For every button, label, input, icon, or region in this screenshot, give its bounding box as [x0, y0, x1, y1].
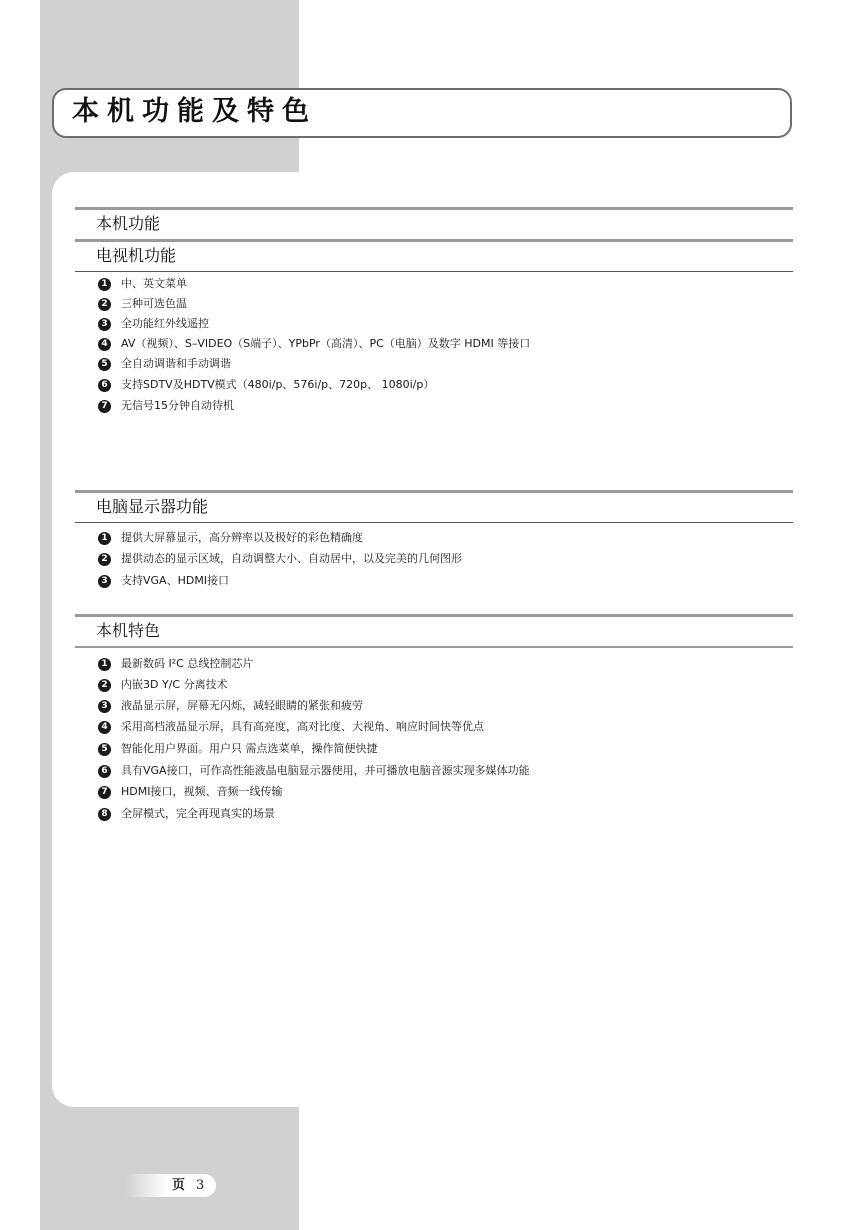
number-bullet-icon: 4	[98, 338, 111, 351]
list-item	[98, 276, 187, 292]
number-bullet-icon: 5	[98, 743, 111, 756]
section-features-header	[75, 614, 793, 648]
list-item	[98, 656, 253, 672]
number-bullet-icon: 1	[98, 658, 111, 671]
list-item	[98, 551, 462, 567]
list-item-text: 提供动态的显示区域，自动调整大小、自动居中，以及完美的几何图形	[121, 552, 462, 565]
list-item-text: 全屏模式，完全再现真实的场景	[121, 807, 275, 820]
number-bullet-icon: 3	[98, 318, 111, 331]
number-bullet-icon: 7	[98, 400, 111, 413]
list-item-text: 最新数码 I²C 总线控制芯片	[121, 657, 254, 670]
list-item-text: AV（视频）、S–VIDEO（S端子）、YPbPr（高清）、PC（电脑）及数字 HDMI 等接口	[121, 337, 531, 350]
list-item-text: 具有VGA接口，可作高性能液晶电脑显示器使用，并可播放电脑音源实现多媒体功能	[121, 764, 530, 777]
number-bullet-icon: 1	[98, 532, 111, 545]
number-bullet-icon: 6	[98, 379, 111, 392]
section-monitor-header	[75, 490, 793, 523]
section-tv-title: 电视机功能	[96, 246, 177, 265]
list-item	[98, 763, 530, 779]
list-item-text: 提供大屏幕显示，高分辨率以及极好的彩色精确度	[121, 531, 363, 544]
list-item-text: HDMI接口，视频、音频一线传输	[121, 785, 283, 798]
section-functions-title: 本机功能	[96, 214, 161, 233]
list-item	[98, 573, 229, 589]
page-title: 本机功能及特色	[72, 96, 317, 127]
list-item-text: 智能化用户界面。用户只 需点选菜单，操作简便快捷	[121, 742, 378, 755]
list-item-text: 液晶显示屏，屏幕无闪烁，减轻眼睛的紧张和疲劳	[121, 699, 363, 712]
list-item-text: 支持VGA、HDMI接口	[121, 574, 230, 587]
number-bullet-icon: 2	[98, 553, 111, 566]
list-item	[98, 741, 378, 757]
list-item	[98, 336, 530, 352]
page-number: 3	[196, 1178, 205, 1193]
list-item-text: 支持SDTV及HDTV模式（480i/p、576i/p、720p、 1080i/p）	[121, 378, 435, 391]
section-tv-header	[75, 239, 793, 272]
number-bullet-icon: 6	[98, 765, 111, 778]
list-item-text: 无信号15分钟自动待机	[121, 399, 234, 412]
section-functions-header	[75, 207, 793, 241]
number-bullet-icon: 5	[98, 358, 111, 371]
section-features-title: 本机特色	[96, 621, 161, 640]
list-item	[98, 296, 187, 312]
list-item	[98, 719, 484, 735]
section-monitor-title: 电脑显示器功能	[96, 497, 209, 516]
list-item	[98, 784, 282, 800]
page-label: 页	[172, 1178, 186, 1193]
list-item	[98, 316, 209, 332]
list-item	[98, 356, 231, 372]
list-item	[98, 698, 363, 714]
list-item	[98, 806, 275, 822]
number-bullet-icon: 4	[98, 721, 111, 734]
number-bullet-icon: 2	[98, 298, 111, 311]
list-item-text: 采用高档液晶显示屏，具有高亮度，高对比度、大视角、响应时间快等优点	[121, 720, 484, 733]
list-item-text: 全功能红外线遥控	[121, 317, 209, 330]
list-item-text: 中、英文菜单	[121, 277, 187, 290]
list-item-text: 全自动调谐和手动调谐	[121, 357, 231, 370]
list-item	[98, 398, 234, 414]
number-bullet-icon: 3	[98, 575, 111, 588]
list-item	[98, 530, 363, 546]
list-item-text: 内嵌3D Y/C 分离技术	[121, 678, 228, 691]
list-item-text: 三种可选色温	[121, 297, 187, 310]
list-item	[98, 377, 434, 393]
number-bullet-icon: 3	[98, 700, 111, 713]
number-bullet-icon: 8	[98, 808, 111, 821]
number-bullet-icon: 1	[98, 278, 111, 291]
number-bullet-icon: 7	[98, 786, 111, 799]
list-item	[98, 677, 228, 693]
number-bullet-icon: 2	[98, 679, 111, 692]
